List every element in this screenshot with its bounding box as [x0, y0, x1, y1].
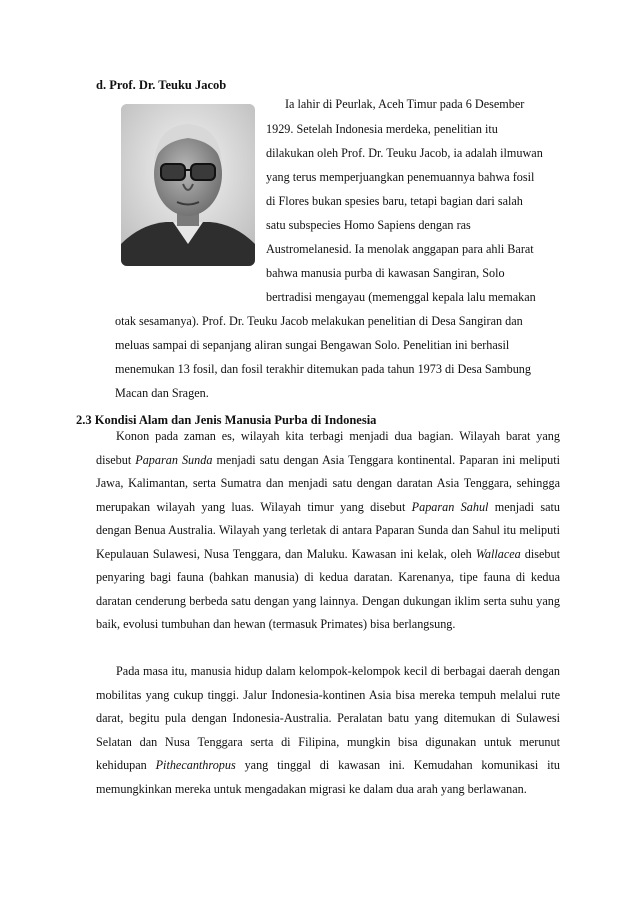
paragraph-migrasi: [96, 660, 560, 801]
text-line: meluas sampai di sepanjang aliran sungai Bengawan Solo. Penelitian ini berhasil: [115, 338, 510, 352]
text-line: bertradisi mengayau (memenggal kepala lalu memakan: [266, 290, 536, 304]
term-pithecanthropus: Pithecanthropus: [155, 758, 236, 772]
portrait-photo-icon: [121, 104, 255, 266]
section-2-3-heading: 2.3 Kondisi Alam dan Jenis Manusia Purba di Indonesia: [76, 413, 377, 427]
paragraph-text: disebut penyaring bagi fauna (bahkan manusia) di kedua daratan. Karenanya, tipe fauna di kedua daratan cenderung berbeda satu dengan yang lainnya. Dengan dukungan iklim serta suhu yang baik, evolusi tumbuhan dan hewan (termasuk Primates) bisa berlangsung.: [96, 546, 560, 631]
text-line: dilakukan oleh Prof. Dr. Teuku Jacob, ia adalah ilmuwan: [266, 146, 543, 160]
text-line: 1929. Setelah Indonesia merdeka, penelitian itu: [266, 122, 498, 136]
paragraph-zaman-es: [96, 425, 560, 637]
paragraph-text: menjadi satu dengan Benua Australia. Wilayah yang terletak di antara Paparan Sunda dan Sahul itu meliputi Kepulauan Sulawesi, Nusa Tenggara, dan Maluku. Kawasan ini kelak, oleh: [96, 499, 561, 561]
text-line: di Flores bukan spesies baru, tetapi bagian dari salah: [266, 194, 523, 208]
text-line: menemukan 13 fosil, dan fosil terakhir ditemukan pada tahun 1973 di Desa Sambung: [115, 362, 531, 376]
text-line: bahwa manusia purba di kawasan Sangiran, Solo: [266, 266, 505, 280]
text-line: Austromelanesid. Ia menolak anggapan para ahli Barat: [266, 242, 534, 256]
text-line: Ia lahir di Peurlak, Aceh Timur pada 6 Desember: [285, 97, 525, 111]
paragraph-text: Pada masa itu, manusia hidup dalam kelompok-kelompok kecil di berbagai daerah dengan mobilitas yang cukup tinggi. Jalur Indonesia-kontinen Asia bisa mereka tempuh melalui rute darat, begitu pula dengan Indonesia-Australia. Peralatan batu yang ditemukan di Sulawesi Selatan dan Nusa Tenggara serta di Filipina, mungkin bisa digunakan untuk merunut kehidupan: [96, 664, 560, 772]
paragraph-text: Konon pada zaman es, wilayah kita terbagi menjadi dua bagian. Wilayah barat yang disebut: [96, 429, 560, 467]
section-d-heading: d. Prof. Dr. Teuku Jacob: [96, 78, 227, 92]
paragraph-text: menjadi satu dengan Asia Tenggara kontinental. Paparan ini meliputi Jawa, Kalimantan, serta Sumatra dan menjadi satu dengan daratan Asia Tenggara, sehingga merupakan wilayah yang luas. Wilayah timur yang disebut: [96, 452, 560, 514]
term-paparan-sunda: Paparan Sunda: [135, 452, 213, 467]
text-line: yang terus memperjuangkan penemuannya bahwa fosil: [266, 170, 535, 184]
text-line: Macan dan Sragen.: [115, 386, 209, 400]
paragraph-text: yang tinggal di kawasan ini. Kemudahan komunikasi itu memungkinkan mereka untuk mengadakan migrasi ke dalam dua arah yang berlawanan.: [96, 758, 560, 796]
text-line: satu subspecies Homo Sapiens dengan ras: [266, 218, 471, 232]
portrait-illustration: [121, 104, 255, 266]
text-line: otak sesamanya). Prof. Dr. Teuku Jacob melakukan penelitian di Desa Sangiran dan: [115, 314, 523, 328]
term-wallacea: Wallacea: [475, 546, 521, 561]
term-paparan-sahul: Paparan Sahul: [411, 499, 489, 514]
